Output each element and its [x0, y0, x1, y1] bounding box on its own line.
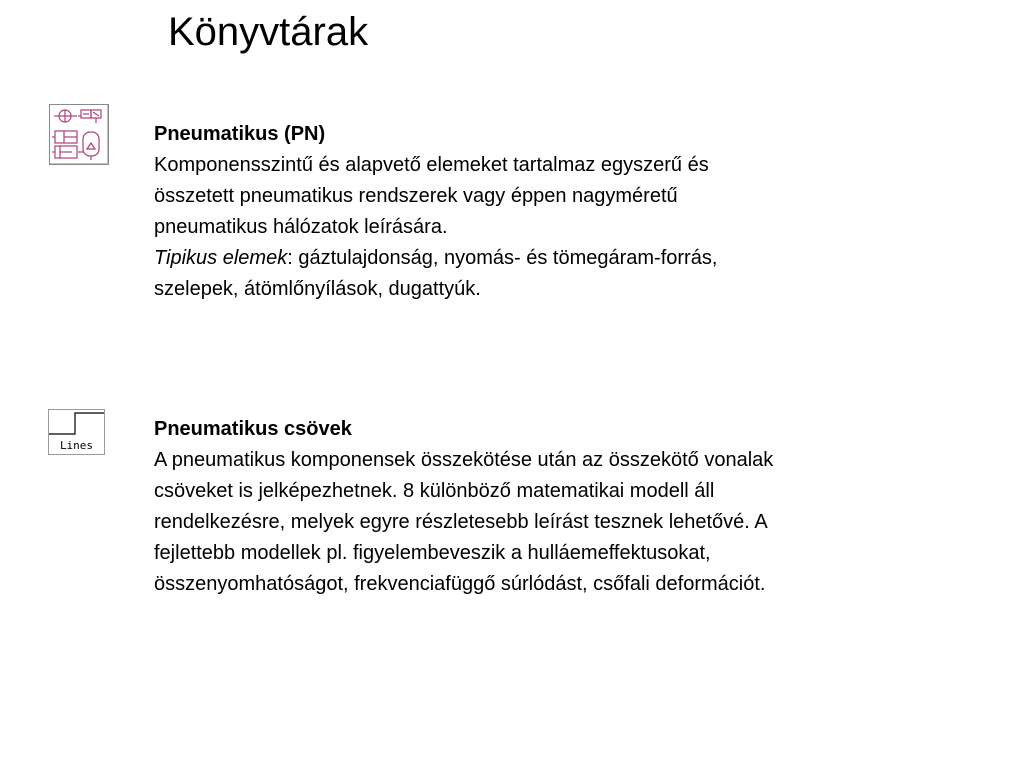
pneumatic-library-heading: Pneumatikus (PN): [154, 123, 326, 145]
text-line: pneumatikus hálózatok leírására.: [154, 216, 448, 238]
text-line: rendelkezésre, melyek egyre részletesebb leírást tesznek lehetővé. A: [154, 511, 768, 533]
text-line: fejlettebb modellek pl. figyelembeveszik a hulláemeffektusokat,: [154, 542, 711, 564]
text-line: csöveket is jelképezhetnek. 8 különböző matematikai modell áll: [154, 480, 715, 502]
page-title: Könyvtárak: [168, 10, 369, 54]
tubes-library-description: [154, 414, 974, 600]
text-line: szelepek, átömlőnyílások, dugattyúk.: [154, 278, 481, 300]
text-line: összetett pneumatikus rendszerek vagy éppen nagyméretű: [154, 185, 678, 207]
pneumatic-library-description: [154, 119, 974, 305]
tubes-library-heading: Pneumatikus csövek: [154, 418, 352, 440]
lines-icon-label: Lines: [59, 439, 94, 452]
text-line: összenyomhatóságot, frekvenciafüggő súrlódást, csőfali deformációt.: [154, 573, 766, 595]
lines-library-icon[interactable]: [48, 409, 105, 455]
typical-elements-label: Tipikus elemek: [154, 247, 288, 269]
text-line: A pneumatikus komponensek összekötése után az összekötő vonalak: [154, 449, 774, 471]
pneumatic-library-icon[interactable]: [49, 104, 109, 165]
step-line-icon: [49, 410, 104, 440]
text-line: Komponensszintű és alapvető elemeket tartalmaz egyszerű és: [154, 154, 709, 176]
pneumatic-symbols-icon: [50, 105, 108, 164]
typical-elements-line: [154, 243, 974, 274]
typical-elements-text: : gáztulajdonság, nyomás- és tömegáram-forrás,: [287, 247, 718, 269]
